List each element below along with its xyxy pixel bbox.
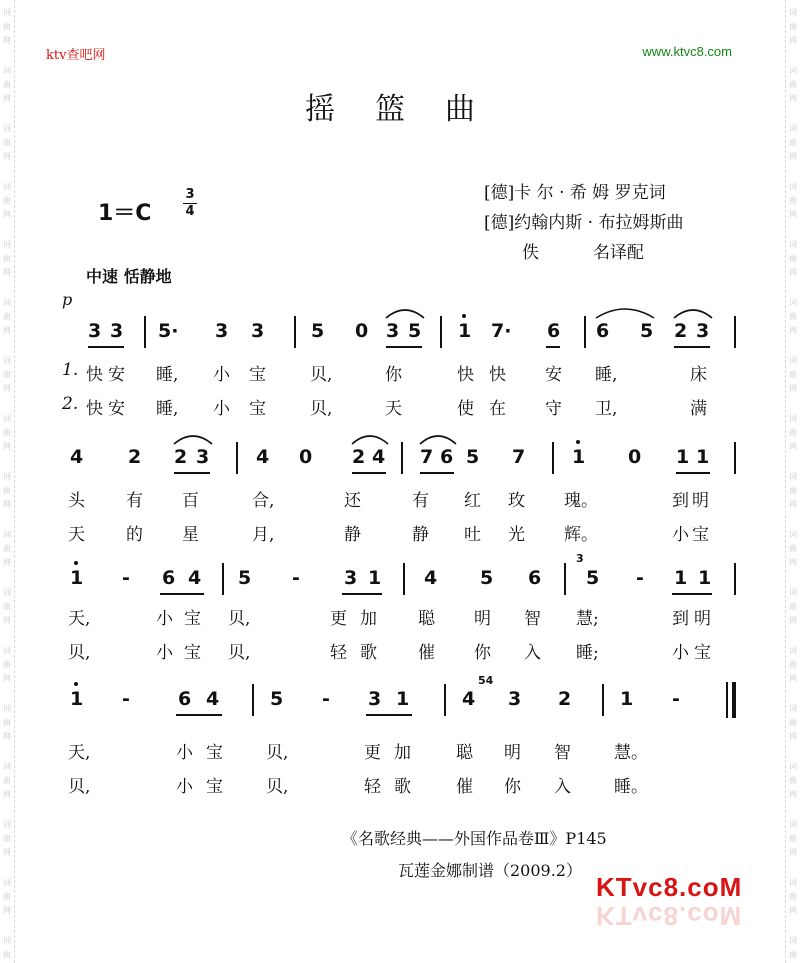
- watermark-char: 曲: [789, 660, 797, 669]
- watermark-char: 曲: [3, 254, 11, 263]
- watermark-char: 词: [789, 8, 797, 17]
- watermark-char: 词: [3, 472, 11, 481]
- note: 2: [352, 446, 366, 468]
- note: 3: [696, 320, 710, 342]
- note: 1: [698, 567, 712, 589]
- time-signature-bottom: 4: [185, 204, 195, 219]
- watermark-char: 词: [789, 936, 797, 945]
- lyric: 贝,: [228, 609, 251, 629]
- lyric: 天,: [68, 743, 91, 763]
- watermark-char: 词: [3, 356, 11, 365]
- watermark-char: 网: [3, 268, 11, 277]
- site-logo[interactable]: KTvc8.coM: [596, 872, 743, 902]
- lyric: 小: [176, 743, 193, 763]
- lyric: 智: [524, 609, 541, 629]
- watermark-char: 网: [789, 94, 797, 103]
- lyric: 宝: [249, 365, 266, 385]
- watermark-char: 网: [3, 152, 11, 161]
- lyric: 光: [508, 525, 525, 545]
- note: 5: [480, 567, 494, 589]
- watermark-char: 词: [789, 588, 797, 597]
- watermark-char: 曲: [789, 486, 797, 495]
- note: 1: [396, 688, 410, 710]
- note: 1: [368, 567, 382, 589]
- octave-dot: [74, 561, 78, 565]
- lyric: 使: [457, 399, 474, 419]
- lyric: 轻: [330, 643, 347, 663]
- watermark-char: 词: [3, 66, 11, 75]
- note: 1: [620, 688, 634, 710]
- lyric: 你: [474, 643, 491, 663]
- watermark-char: 网: [3, 906, 11, 915]
- note: 6: [162, 567, 176, 589]
- watermark-char: 曲: [3, 80, 11, 89]
- tie: [594, 302, 656, 320]
- octave-dot: [576, 440, 580, 444]
- octave-dot: [74, 682, 78, 686]
- lyric: 的: [126, 525, 143, 545]
- lyric: 红: [464, 491, 481, 511]
- watermark-char: 网: [3, 848, 11, 857]
- watermark-char: 词: [789, 356, 797, 365]
- lyric: 歌: [394, 777, 411, 797]
- lyric: 宝: [249, 399, 266, 419]
- watermark-char: 词: [3, 414, 11, 423]
- note: 3: [88, 320, 102, 342]
- note: 1: [572, 446, 586, 468]
- watermark-char: 网: [3, 732, 11, 741]
- lyric: 歌: [360, 643, 377, 663]
- lyric: 宝: [184, 609, 201, 629]
- note: 1: [70, 567, 84, 589]
- lyric: 加: [394, 743, 411, 763]
- translator-credit: 佚 名译配: [522, 243, 645, 263]
- watermark-char: 词: [789, 66, 797, 75]
- lyric: 明: [474, 609, 491, 629]
- lyric: 玫: [508, 491, 525, 511]
- lyric: 慧;: [576, 609, 599, 629]
- lyric: 星: [182, 525, 199, 545]
- watermark-char: 曲: [789, 254, 797, 263]
- watermark-char: 网: [3, 384, 11, 393]
- lyric: 更: [364, 743, 381, 763]
- lyric: 到: [672, 491, 689, 511]
- slur: [350, 430, 390, 446]
- note: 5: [238, 567, 252, 589]
- note: 3: [508, 688, 522, 710]
- lyric: 加: [360, 609, 377, 629]
- watermark-char: 网: [3, 616, 11, 625]
- note: 7·: [491, 320, 512, 342]
- lyric: 守: [545, 399, 562, 419]
- watermark-char: 曲: [789, 892, 797, 901]
- lyric: 入: [554, 777, 571, 797]
- lyric: 小: [156, 609, 173, 629]
- lyric: 贝,: [266, 777, 289, 797]
- note: 3: [110, 320, 124, 342]
- watermark-char: 曲: [3, 138, 11, 147]
- watermark-char: 曲: [789, 428, 797, 437]
- note: 5·: [158, 320, 179, 342]
- note: -: [122, 688, 130, 710]
- lyric: 轻: [364, 777, 381, 797]
- transcriber-credit: 瓦莲金娜制谱（2009.2）: [398, 861, 582, 880]
- lyric: 明: [692, 491, 709, 511]
- note: 5: [408, 320, 422, 342]
- lyric: 安: [108, 399, 125, 419]
- lyric: 快: [86, 365, 103, 385]
- watermark-char: 网: [789, 268, 797, 277]
- watermark-char: 曲: [3, 486, 11, 495]
- lyric: 安: [545, 365, 562, 385]
- note: 4: [256, 446, 270, 468]
- watermark-char: 网: [3, 94, 11, 103]
- lyric: 小: [213, 365, 230, 385]
- watermark-char: 词: [789, 472, 797, 481]
- lyric: 小: [176, 777, 193, 797]
- note: -: [636, 567, 644, 589]
- lyric: 贝,: [68, 643, 91, 663]
- watermark-char: 网: [3, 500, 11, 509]
- lyric: 床: [690, 365, 707, 385]
- song-title: 摇篮曲: [305, 92, 515, 127]
- watermark-char: 曲: [3, 428, 11, 437]
- watermark-char: 词: [3, 8, 11, 17]
- watermark-char: 网: [789, 848, 797, 857]
- note: 6: [440, 446, 454, 468]
- watermark-char: 曲: [789, 312, 797, 321]
- lyric: 宝: [694, 643, 711, 663]
- lyric: 入: [524, 643, 541, 663]
- note: 0: [355, 320, 369, 342]
- composer-credit: [德]约翰内斯 · 布拉姆斯曲: [484, 213, 684, 233]
- verse-number: 2.: [62, 394, 79, 414]
- watermark-char: 曲: [789, 138, 797, 147]
- slur: [672, 304, 714, 320]
- lyric: 百: [182, 491, 199, 511]
- site-name[interactable]: ktv查吧网: [46, 48, 106, 63]
- lyric: 贝,: [228, 643, 251, 663]
- note: 3: [215, 320, 229, 342]
- lyric: 贝,: [310, 365, 333, 385]
- lyric: 快: [457, 365, 474, 385]
- watermark-char: 网: [789, 906, 797, 915]
- lyric: 睡,: [156, 365, 179, 385]
- time-signature-top: 3: [185, 187, 195, 202]
- watermark-char: 曲: [3, 312, 11, 321]
- lyric: 还: [344, 491, 361, 511]
- note: 0: [299, 446, 313, 468]
- watermark-char: 曲: [3, 370, 11, 379]
- lyric: 明: [504, 743, 521, 763]
- note: 2: [128, 446, 142, 468]
- note: 6: [528, 567, 542, 589]
- watermark-char: 网: [789, 732, 797, 741]
- grace-note: 54: [478, 674, 494, 687]
- note: -: [292, 567, 300, 589]
- watermark-char: 词: [789, 182, 797, 191]
- watermark-char: 曲: [789, 834, 797, 843]
- watermark-char: 曲: [789, 950, 797, 959]
- watermark-char: 词: [789, 530, 797, 539]
- watermark-char: 词: [789, 704, 797, 713]
- watermark-char: 曲: [3, 22, 11, 31]
- note: 4: [188, 567, 202, 589]
- lyric: 贝,: [266, 743, 289, 763]
- watermark-char: 曲: [3, 718, 11, 727]
- note: 4: [372, 446, 386, 468]
- lyric: 宝: [206, 743, 223, 763]
- watermark-char: 词: [3, 762, 11, 771]
- lyric: 聪: [418, 609, 435, 629]
- source-citation: 《名歌经典——外国作品卷Ⅲ》P145: [342, 829, 607, 848]
- note: -: [322, 688, 330, 710]
- watermark-char: 网: [3, 36, 11, 45]
- lyric: 有: [412, 491, 429, 511]
- watermark-char: 曲: [3, 834, 11, 843]
- watermark-char: 词: [789, 414, 797, 423]
- watermark-char: 曲: [3, 776, 11, 785]
- note: 3: [251, 320, 265, 342]
- watermark-char: 词: [789, 762, 797, 771]
- lyric: 贝,: [68, 777, 91, 797]
- note: 7: [420, 446, 434, 468]
- note: 1: [676, 446, 690, 468]
- note: 2: [558, 688, 572, 710]
- note: 3: [344, 567, 358, 589]
- watermark-char: 词: [3, 646, 11, 655]
- note: 1: [674, 567, 688, 589]
- lyric: 卫,: [595, 399, 618, 419]
- lyric: 吐: [464, 525, 481, 545]
- watermark-char: 词: [3, 936, 11, 945]
- lyric: 静: [344, 525, 361, 545]
- lyric: 睡,: [156, 399, 179, 419]
- watermark-char: 词: [789, 820, 797, 829]
- lyric: 小: [156, 643, 173, 663]
- watermark-char: 网: [789, 558, 797, 567]
- watermark-char: 网: [3, 326, 11, 335]
- note: 1: [70, 688, 84, 710]
- lyricist-credit: [德]卡 尔 · 希 姆 罗克词: [484, 183, 666, 203]
- watermark-char: 词: [789, 124, 797, 133]
- lyric: 宝: [206, 777, 223, 797]
- lyric: 睡,: [595, 365, 618, 385]
- key-signature: 1＝C: [98, 201, 152, 226]
- watermark-char: 词: [789, 298, 797, 307]
- note: 5: [586, 567, 600, 589]
- watermark-char: 网: [789, 790, 797, 799]
- note: 5: [466, 446, 480, 468]
- lyric: 天: [68, 525, 85, 545]
- watermark-char: 曲: [789, 196, 797, 205]
- watermark-char: 曲: [3, 196, 11, 205]
- lyric: 月,: [252, 525, 275, 545]
- lyric: 智: [554, 743, 571, 763]
- watermark-char: 网: [3, 674, 11, 683]
- lyric: 更: [330, 609, 347, 629]
- note: 5: [311, 320, 325, 342]
- grace-note: 3: [576, 552, 584, 565]
- watermark-char: 曲: [789, 602, 797, 611]
- lyric: 聪: [456, 743, 473, 763]
- watermark-char: 曲: [3, 950, 11, 959]
- lyric: 慧。: [614, 743, 648, 763]
- watermark-char: 曲: [789, 22, 797, 31]
- note: 4: [424, 567, 438, 589]
- note: 1: [696, 446, 710, 468]
- dynamic-marking: p: [62, 290, 73, 309]
- lyric: 小: [672, 643, 689, 663]
- lyric: 贝,: [310, 399, 333, 419]
- final-barline: [732, 682, 736, 718]
- watermark-char: 词: [789, 878, 797, 887]
- lyric: 催: [418, 643, 435, 663]
- note: 3: [386, 320, 400, 342]
- watermark-char: 网: [789, 674, 797, 683]
- watermark-char: 网: [789, 616, 797, 625]
- watermark-char: 词: [789, 646, 797, 655]
- note: 6: [178, 688, 192, 710]
- lyric: 你: [504, 777, 521, 797]
- note: 6: [596, 320, 610, 342]
- lyric: 满: [690, 399, 707, 419]
- note: 4: [462, 688, 476, 710]
- watermark-char: 词: [3, 820, 11, 829]
- watermark-char: 词: [3, 124, 11, 133]
- lyric: 头: [68, 491, 85, 511]
- watermark-char: 网: [3, 558, 11, 567]
- lyric: 天: [385, 399, 402, 419]
- watermark-char: 网: [789, 326, 797, 335]
- note: -: [672, 688, 680, 710]
- watermark-char: 网: [3, 790, 11, 799]
- watermark-char: 网: [789, 210, 797, 219]
- lyric: 有: [126, 491, 143, 511]
- tempo-marking: 中速 恬静地: [86, 267, 172, 286]
- left-watermark-strip: [0, 0, 15, 963]
- watermark-char: 网: [789, 384, 797, 393]
- watermark-char: 曲: [789, 544, 797, 553]
- note: 2: [174, 446, 188, 468]
- lyric: 辉。: [564, 525, 598, 545]
- watermark-char: 网: [789, 500, 797, 509]
- watermark-char: 网: [789, 442, 797, 451]
- watermark-char: 词: [3, 588, 11, 597]
- note: 1: [458, 320, 472, 342]
- note: -: [122, 567, 130, 589]
- watermark-char: 词: [3, 704, 11, 713]
- note: 3: [196, 446, 210, 468]
- lyric: 安: [108, 365, 125, 385]
- watermark-char: 曲: [3, 892, 11, 901]
- lyric: 催: [456, 777, 473, 797]
- right-watermark-strip: [785, 0, 800, 963]
- lyric: 在: [489, 399, 506, 419]
- watermark-char: 网: [789, 36, 797, 45]
- slur: [384, 304, 426, 320]
- verse-number: 1.: [62, 360, 79, 380]
- note: 4: [206, 688, 220, 710]
- slur: [172, 430, 214, 446]
- watermark-char: 曲: [789, 80, 797, 89]
- note: 4: [70, 446, 84, 468]
- lyric: 睡;: [576, 643, 599, 663]
- note: 2: [674, 320, 688, 342]
- time-signature: [183, 188, 197, 219]
- lyric: 快: [489, 365, 506, 385]
- watermark-char: 网: [3, 442, 11, 451]
- watermark-char: 曲: [3, 660, 11, 669]
- note: 0: [628, 446, 642, 468]
- octave-dot: [462, 314, 466, 318]
- watermark-char: 曲: [789, 718, 797, 727]
- watermark-char: 词: [3, 878, 11, 887]
- note: 5: [270, 688, 284, 710]
- lyric: 小: [213, 399, 230, 419]
- lyric: 快: [86, 399, 103, 419]
- watermark-char: 词: [3, 182, 11, 191]
- lyric: 宝: [184, 643, 201, 663]
- lyric: 睡。: [614, 777, 648, 797]
- slur: [418, 430, 458, 446]
- lyric: 宝: [692, 525, 709, 545]
- watermark-char: 词: [3, 240, 11, 249]
- lyric: 你: [385, 365, 402, 385]
- watermark-char: 曲: [789, 776, 797, 785]
- note: 7: [512, 446, 526, 468]
- note: 3: [368, 688, 382, 710]
- lyric: 明: [694, 609, 711, 629]
- watermark-char: 词: [789, 240, 797, 249]
- lyric: 静: [412, 525, 429, 545]
- watermark-char: 网: [3, 210, 11, 219]
- note: 5: [640, 320, 654, 342]
- watermark-char: 网: [789, 152, 797, 161]
- lyric: 合,: [252, 491, 275, 511]
- watermark-char: 词: [3, 530, 11, 539]
- site-logo-reflection: KTvc8.coM: [596, 901, 743, 931]
- note: 6: [547, 320, 561, 342]
- site-url[interactable]: www.ktvc8.com: [642, 44, 732, 59]
- lyric: 到: [672, 609, 689, 629]
- watermark-char: 曲: [3, 602, 11, 611]
- lyric: 小: [672, 525, 689, 545]
- lyric: 瑰。: [564, 491, 598, 511]
- watermark-char: 词: [3, 298, 11, 307]
- watermark-char: 曲: [789, 370, 797, 379]
- watermark-char: 曲: [3, 544, 11, 553]
- lyric: 天,: [68, 609, 91, 629]
